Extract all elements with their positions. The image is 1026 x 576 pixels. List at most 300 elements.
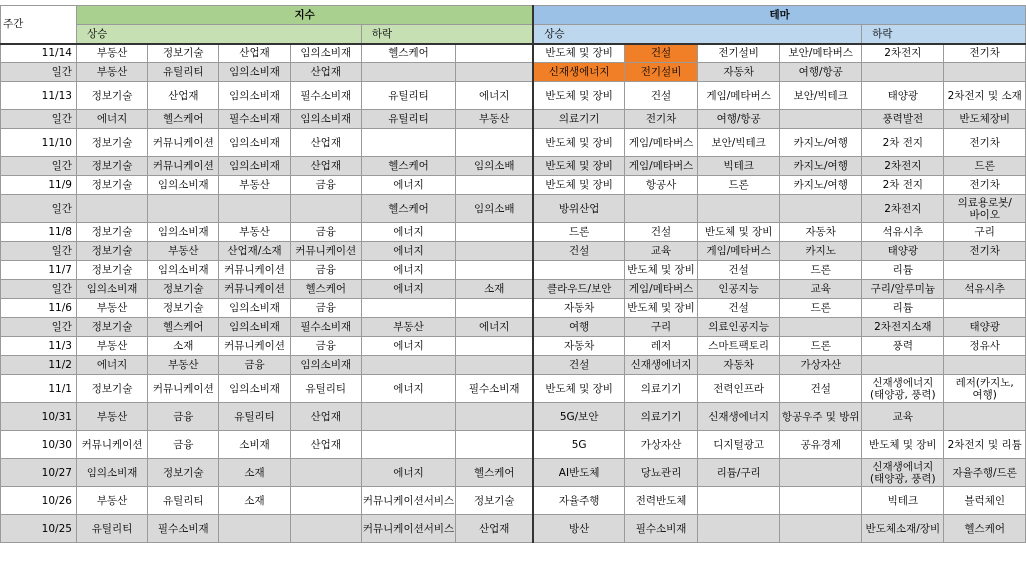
- table-cell: AI반도체: [533, 459, 624, 487]
- table-cell: 2차 전지: [862, 129, 944, 157]
- table-cell: 레저(카지노, 여행): [944, 375, 1026, 403]
- table-cell: 건설: [533, 242, 624, 261]
- table-cell: 에너지: [361, 337, 455, 356]
- table-cell: 커뮤니케이션: [219, 337, 290, 356]
- table-cell: 소재: [219, 487, 290, 515]
- table-cell: 구리: [944, 223, 1026, 242]
- row-label: 10/25: [1, 515, 77, 543]
- table-cell: [456, 44, 534, 63]
- table-cell: 건설: [625, 82, 698, 110]
- table-cell: [456, 261, 534, 280]
- table-cell: 드론: [944, 157, 1026, 176]
- table-cell: 레저: [625, 337, 698, 356]
- table-cell: [456, 223, 534, 242]
- row-label: 11/13: [1, 82, 77, 110]
- table-cell: 커뮤니케이션: [148, 129, 219, 157]
- table-cell: 커뮤니케이션: [148, 375, 219, 403]
- table-cell: 디지털광고: [698, 431, 780, 459]
- table-cell: 커뮤니케이션: [290, 242, 361, 261]
- table-cell: [76, 195, 147, 223]
- table-row: [1, 261, 1026, 280]
- table-cell: 자동차: [698, 63, 780, 82]
- table-cell: 임의소배: [456, 195, 534, 223]
- table-cell: [361, 431, 455, 459]
- table-cell: 자동차: [780, 223, 862, 242]
- row-label: 일간: [1, 63, 77, 82]
- table-cell: 전기설비: [625, 63, 698, 82]
- table-cell: 정보기술: [148, 299, 219, 318]
- table-cell: [698, 487, 780, 515]
- table-cell: 유틸리티: [361, 82, 455, 110]
- table-row: [1, 129, 1026, 157]
- table-cell: [456, 403, 534, 431]
- row-label: 11/14: [1, 44, 77, 63]
- table-cell: 리튬: [862, 299, 944, 318]
- table-cell: 여행/항공: [780, 63, 862, 82]
- table-row: [1, 157, 1026, 176]
- header-row-2: [1, 25, 1026, 44]
- table-cell: 반도체 및 장비: [533, 129, 624, 157]
- theme-up-header: 상승: [533, 25, 861, 44]
- table-cell: 헬스케어: [148, 110, 219, 129]
- table-cell: [219, 195, 290, 223]
- table-cell: 의료기기: [625, 375, 698, 403]
- table-cell: 부동산: [361, 318, 455, 337]
- table-row: [1, 431, 1026, 459]
- table-cell: 정보기술: [148, 280, 219, 299]
- table-cell: 드론: [533, 223, 624, 242]
- table-cell: 의료인공지능: [698, 318, 780, 337]
- table-cell: [533, 261, 624, 280]
- table-cell: 당뇨관리: [625, 459, 698, 487]
- table-cell: 산업재: [148, 82, 219, 110]
- table-cell: 부동산: [148, 242, 219, 261]
- table-row: [1, 44, 1026, 63]
- table-cell: 반도체 및 장비: [862, 431, 944, 459]
- table-cell: 정보기술: [76, 375, 147, 403]
- table-row: [1, 242, 1026, 261]
- table-cell: 전기차: [625, 110, 698, 129]
- table-cell: 자동차: [533, 299, 624, 318]
- table-row: [1, 487, 1026, 515]
- table-cell: 리튬: [862, 261, 944, 280]
- table-cell: 에너지: [456, 318, 534, 337]
- table-cell: 부동산: [148, 356, 219, 375]
- table-cell: 금융: [290, 299, 361, 318]
- table-cell: [780, 515, 862, 543]
- table-cell: 산업재: [290, 129, 361, 157]
- table-cell: 소재: [456, 280, 534, 299]
- table-row: [1, 337, 1026, 356]
- table-cell: 에너지: [456, 82, 534, 110]
- table-cell: 부동산: [76, 337, 147, 356]
- index-up-header: 상승: [76, 25, 361, 44]
- table-cell: 건설: [698, 261, 780, 280]
- table-cell: [780, 110, 862, 129]
- table-cell: [361, 129, 455, 157]
- table-cell: [290, 195, 361, 223]
- table-cell: 헬스케어: [148, 318, 219, 337]
- row-label: 10/30: [1, 431, 77, 459]
- table-cell: [944, 403, 1026, 431]
- table-row: [1, 223, 1026, 242]
- table-cell: 임의소비재: [219, 157, 290, 176]
- table-cell: 2차 전지: [862, 176, 944, 195]
- table-cell: 방산: [533, 515, 624, 543]
- table-cell: [290, 459, 361, 487]
- table-cell: 정보기술: [148, 459, 219, 487]
- table-cell: 임의소배: [456, 157, 534, 176]
- table-cell: 헬스케어: [361, 195, 455, 223]
- table-cell: 임의소비재: [290, 44, 361, 63]
- table-cell: [944, 356, 1026, 375]
- table-cell: 에너지: [361, 176, 455, 195]
- table-cell: 부동산: [219, 223, 290, 242]
- table-cell: 헬스케어: [361, 157, 455, 176]
- table-cell: 부동산: [76, 299, 147, 318]
- table-cell: 헬스케어: [944, 515, 1026, 543]
- table-row: [1, 356, 1026, 375]
- table-cell: 2차전지소재: [862, 318, 944, 337]
- table-cell: 에너지: [361, 375, 455, 403]
- table-cell: 커뮤니케이션: [148, 157, 219, 176]
- theme-down-header: 하락: [862, 25, 1026, 44]
- table-cell: 금융: [290, 223, 361, 242]
- table-cell: 카지노/여행: [780, 157, 862, 176]
- row-label: 11/2: [1, 356, 77, 375]
- table-cell: 헬스케어: [290, 280, 361, 299]
- table-cell: 구리/알루미늄: [862, 280, 944, 299]
- table-cell: 교육: [862, 403, 944, 431]
- table-cell: 풍력발전: [862, 110, 944, 129]
- table-cell: 태양광: [862, 242, 944, 261]
- index-down-header: 하락: [361, 25, 533, 44]
- table-cell: 부동산: [76, 44, 147, 63]
- table-cell: 유틸리티: [76, 515, 147, 543]
- table-cell: 유틸리티: [290, 375, 361, 403]
- table-cell: 반도체장비: [944, 110, 1026, 129]
- table-cell: 여행: [533, 318, 624, 337]
- table-cell: 전기설비: [698, 44, 780, 63]
- table-cell: 정보기술: [456, 487, 534, 515]
- table-cell: 임의소비재: [290, 110, 361, 129]
- table-cell: 헬스케어: [361, 44, 455, 63]
- table-cell: 정보기술: [76, 261, 147, 280]
- table-cell: [780, 195, 862, 223]
- row-label: 11/10: [1, 129, 77, 157]
- table-cell: 자율주행/드론: [944, 459, 1026, 487]
- theme-header: 테마: [533, 6, 1025, 25]
- table-cell: 전력인프라: [698, 375, 780, 403]
- table-cell: 5G/보안: [533, 403, 624, 431]
- table-cell: [456, 337, 534, 356]
- table-cell: 커뮤니케이션: [219, 280, 290, 299]
- table-cell: 건설: [625, 44, 698, 63]
- row-label: 11/1: [1, 375, 77, 403]
- table-cell: 항공우주 및 방위: [780, 403, 862, 431]
- table-cell: 산업재: [456, 515, 534, 543]
- table-cell: [219, 515, 290, 543]
- table-cell: [698, 515, 780, 543]
- table-cell: 금융: [148, 403, 219, 431]
- table-cell: 임의소비재: [148, 176, 219, 195]
- table-cell: 에너지: [361, 223, 455, 242]
- table-cell: 정보기술: [76, 129, 147, 157]
- table-cell: 금융: [290, 176, 361, 195]
- table-cell: 부동산: [76, 63, 147, 82]
- table-cell: 필수소비재: [290, 318, 361, 337]
- table-cell: 정보기술: [76, 82, 147, 110]
- table-cell: 5G: [533, 431, 624, 459]
- table-cell: 여행/항공: [698, 110, 780, 129]
- table-cell: 건설: [625, 223, 698, 242]
- table-cell: 게임/메타버스: [698, 82, 780, 110]
- weekly-sector-table: [0, 5, 1026, 543]
- table-cell: 석유시추: [944, 280, 1026, 299]
- table-cell: 부동산: [219, 176, 290, 195]
- table-cell: [456, 299, 534, 318]
- table-cell: [456, 356, 534, 375]
- table-cell: 임의소비재: [219, 82, 290, 110]
- table-cell: 반도체소재/장비: [862, 515, 944, 543]
- table-cell: 신재생에너지: [625, 356, 698, 375]
- row-label: 11/3: [1, 337, 77, 356]
- row-label: 11/9: [1, 176, 77, 195]
- table-cell: [456, 129, 534, 157]
- table-cell: 산업재: [219, 44, 290, 63]
- table-cell: 임의소비재: [76, 280, 147, 299]
- table-cell: 임의소비재: [290, 356, 361, 375]
- table-cell: 게임/메타버스: [625, 280, 698, 299]
- row-label: 10/31: [1, 403, 77, 431]
- table-cell: 임의소비재: [148, 261, 219, 280]
- table-cell: [862, 356, 944, 375]
- table-cell: 소재: [148, 337, 219, 356]
- table-cell: 의료기기: [533, 110, 624, 129]
- table-row: [1, 82, 1026, 110]
- row-label: 일간: [1, 157, 77, 176]
- table-cell: 교육: [780, 280, 862, 299]
- table-cell: 반도체 및 장비: [533, 375, 624, 403]
- row-label: 일간: [1, 110, 77, 129]
- table-cell: 에너지: [361, 242, 455, 261]
- table-cell: [361, 63, 455, 82]
- row-label: 11/8: [1, 223, 77, 242]
- table-cell: 전기차: [944, 44, 1026, 63]
- table-cell: 헬스케어: [456, 459, 534, 487]
- table-cell: 태양광: [944, 318, 1026, 337]
- table-cell: 스마트팩토리: [698, 337, 780, 356]
- table-cell: 석유시추: [862, 223, 944, 242]
- table-cell: 산업재/소재: [219, 242, 290, 261]
- table-cell: [361, 403, 455, 431]
- table-cell: 드론: [780, 261, 862, 280]
- table-cell: 드론: [780, 299, 862, 318]
- table-cell: 금융: [148, 431, 219, 459]
- table-row: [1, 403, 1026, 431]
- table-cell: 에너지: [361, 459, 455, 487]
- table-row: [1, 110, 1026, 129]
- table-cell: [780, 459, 862, 487]
- table-cell: 부동산: [456, 110, 534, 129]
- table-cell: 2차전지: [862, 44, 944, 63]
- table-cell: 전기차: [944, 242, 1026, 261]
- table-cell: [944, 299, 1026, 318]
- table-cell: 가상자산: [780, 356, 862, 375]
- table-cell: 유틸리티: [219, 403, 290, 431]
- table-row: [1, 375, 1026, 403]
- table-cell: 리튬/구리: [698, 459, 780, 487]
- table-cell: 2차전지 및 리튬: [944, 431, 1026, 459]
- table-cell: [698, 195, 780, 223]
- table-cell: 유틸리티: [361, 110, 455, 129]
- table-cell: 신재생에너지 (태양광, 풍력): [862, 459, 944, 487]
- table-cell: 클라우드/보안: [533, 280, 624, 299]
- table-cell: 블럭체인: [944, 487, 1026, 515]
- table-cell: 카지노/여행: [780, 176, 862, 195]
- table-cell: 부동산: [76, 487, 147, 515]
- table-row: [1, 515, 1026, 543]
- table-cell: 유틸리티: [148, 63, 219, 82]
- table-cell: 항공사: [625, 176, 698, 195]
- table-cell: 방위산업: [533, 195, 624, 223]
- table-cell: [456, 176, 534, 195]
- table-cell: 전기차: [944, 176, 1026, 195]
- table-cell: [361, 299, 455, 318]
- index-header: 지수: [76, 6, 533, 25]
- table-cell: 반도체 및 장비: [533, 176, 624, 195]
- table-row: [1, 195, 1026, 223]
- table-cell: 정보기술: [76, 242, 147, 261]
- table-cell: 에너지: [361, 261, 455, 280]
- table-cell: 공유경제: [780, 431, 862, 459]
- table-cell: 게임/메타버스: [698, 242, 780, 261]
- table-cell: 게임/메타버스: [625, 129, 698, 157]
- table-cell: [862, 63, 944, 82]
- table-cell: 풍력: [862, 337, 944, 356]
- table-cell: 빅테크: [862, 487, 944, 515]
- table-cell: [944, 63, 1026, 82]
- table-cell: 전기차: [944, 129, 1026, 157]
- table-cell: 반도체 및 장비: [533, 82, 624, 110]
- table-cell: 임의소비재: [219, 63, 290, 82]
- table-cell: 산업재: [290, 403, 361, 431]
- table-cell: 임의소비재: [219, 299, 290, 318]
- row-label: 일간: [1, 318, 77, 337]
- table-cell: 빅테크: [698, 157, 780, 176]
- table-cell: 게임/메타버스: [625, 157, 698, 176]
- table-cell: 자동차: [698, 356, 780, 375]
- row-label: 10/27: [1, 459, 77, 487]
- weekly-sector-table-container: [0, 5, 1026, 543]
- week-header: 주간: [1, 6, 77, 44]
- table-cell: 필수소비재: [290, 82, 361, 110]
- table-cell: [456, 242, 534, 261]
- table-cell: 금융: [290, 337, 361, 356]
- table-cell: 커뮤니케이션: [76, 431, 147, 459]
- table-cell: [456, 431, 534, 459]
- table-cell: 임의소비재: [219, 129, 290, 157]
- table-cell: 정보기술: [76, 223, 147, 242]
- table-cell: 필수소비재: [625, 515, 698, 543]
- table-cell: 커뮤니케이션: [219, 261, 290, 280]
- table-cell: 산업재: [290, 63, 361, 82]
- table-cell: 건설: [698, 299, 780, 318]
- table-cell: 자율주행: [533, 487, 624, 515]
- table-cell: 카지노/여행: [780, 129, 862, 157]
- table-cell: 보안/빅테크: [780, 82, 862, 110]
- table-cell: 금융: [290, 261, 361, 280]
- table-cell: 2차전지 및 소재: [944, 82, 1026, 110]
- table-cell: 반도체 및 장비: [533, 157, 624, 176]
- table-cell: 반도체 및 장비: [698, 223, 780, 242]
- table-cell: 자동차: [533, 337, 624, 356]
- table-cell: 신재생에너지 (태양광, 풍력): [862, 375, 944, 403]
- table-cell: 커뮤니케이션서비스: [361, 515, 455, 543]
- table-cell: 에너지: [76, 110, 147, 129]
- table-cell: 임의소비재: [219, 318, 290, 337]
- table-cell: 보안/메타버스: [780, 44, 862, 63]
- row-label: 일간: [1, 242, 77, 261]
- table-cell: 에너지: [361, 280, 455, 299]
- table-cell: 보안/빅테크: [698, 129, 780, 157]
- row-label: 11/6: [1, 299, 77, 318]
- table-cell: 임의소비재: [219, 375, 290, 403]
- table-cell: 금융: [219, 356, 290, 375]
- row-label: 일간: [1, 195, 77, 223]
- table-cell: 태양광: [862, 82, 944, 110]
- table-cell: [456, 63, 534, 82]
- table-cell: 필수소비재: [219, 110, 290, 129]
- table-row: [1, 63, 1026, 82]
- table-cell: 반도체 및 장비: [625, 299, 698, 318]
- table-cell: 전력반도체: [625, 487, 698, 515]
- table-cell: [780, 487, 862, 515]
- table-cell: 의료용로봇/바이오: [944, 195, 1026, 223]
- table-cell: 드론: [780, 337, 862, 356]
- row-label: 11/7: [1, 261, 77, 280]
- table-cell: 신재생에너지: [533, 63, 624, 82]
- row-label: 일간: [1, 280, 77, 299]
- table-cell: [290, 487, 361, 515]
- table-cell: 건설: [780, 375, 862, 403]
- table-cell: 정보기술: [148, 44, 219, 63]
- table-cell: [148, 195, 219, 223]
- table-cell: 반도체 및 장비: [533, 44, 624, 63]
- table-cell: [944, 261, 1026, 280]
- table-row: [1, 459, 1026, 487]
- table-cell: 소비재: [219, 431, 290, 459]
- table-cell: 의료기기: [625, 403, 698, 431]
- table-cell: 필수소비재: [456, 375, 534, 403]
- table-cell: 반도체 및 장비: [625, 261, 698, 280]
- table-cell: 2차전지: [862, 195, 944, 223]
- table-cell: 2차전지: [862, 157, 944, 176]
- table-cell: [361, 356, 455, 375]
- table-cell: 교육: [625, 242, 698, 261]
- table-cell: 유틸리티: [148, 487, 219, 515]
- table-cell: 필수소비재: [148, 515, 219, 543]
- table-cell: 정보기술: [76, 157, 147, 176]
- table-cell: 임의소비재: [148, 223, 219, 242]
- table-cell: 에너지: [76, 356, 147, 375]
- table-row: [1, 176, 1026, 195]
- table-cell: [780, 318, 862, 337]
- table-cell: [625, 195, 698, 223]
- table-cell: 카지노: [780, 242, 862, 261]
- table-row: [1, 318, 1026, 337]
- table-cell: [290, 515, 361, 543]
